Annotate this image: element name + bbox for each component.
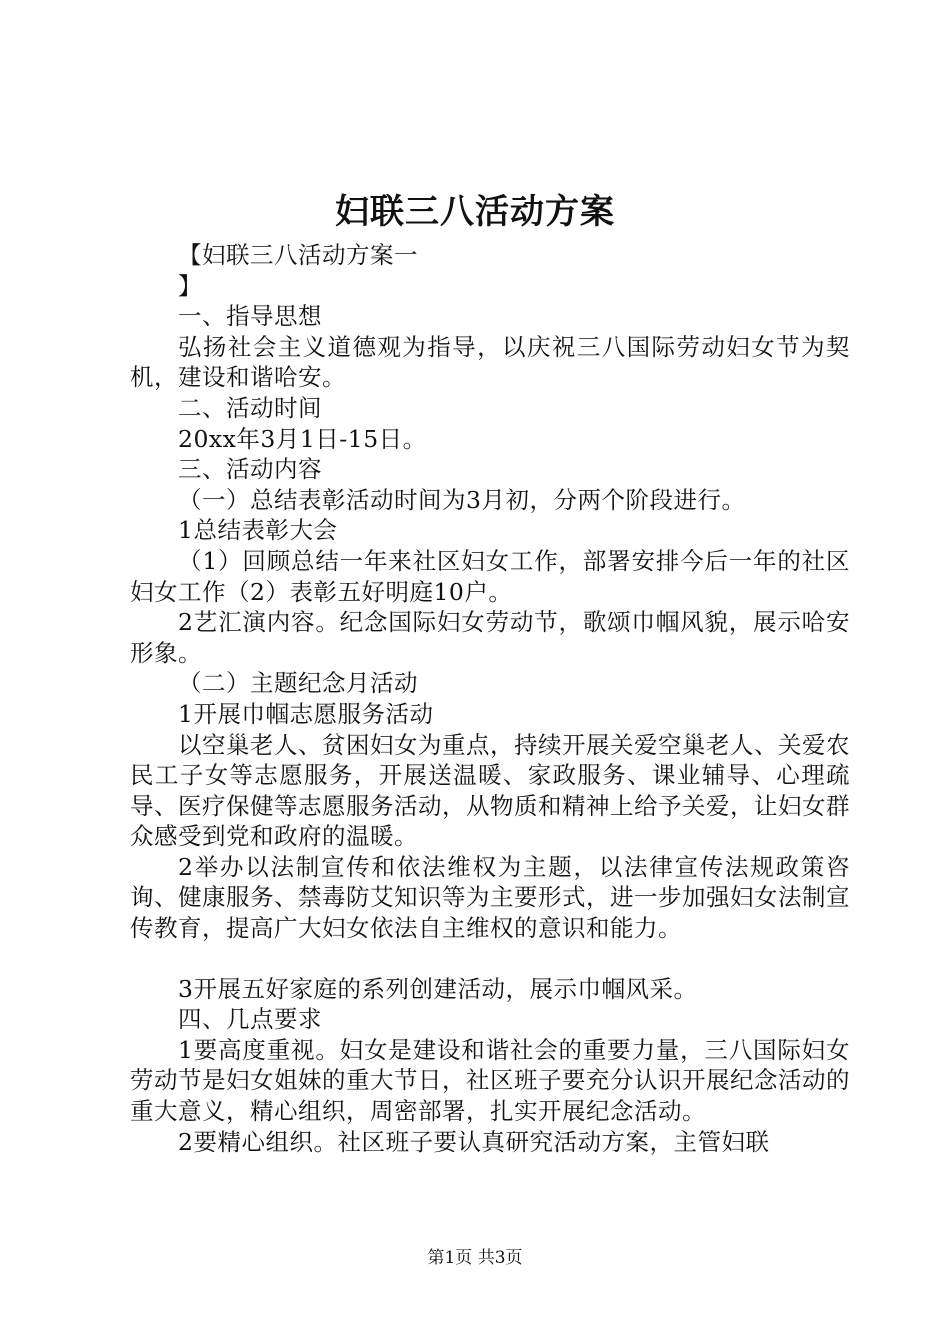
paragraph: 2艺汇演内容。纪念国际妇女劳动节，歌颂巾帼风貌，展示哈安形象。 <box>130 608 850 667</box>
paragraph: 【妇联三八活动方案一 <box>178 241 418 269</box>
paragraph: （二）主题纪念月活动 <box>178 669 418 698</box>
paragraph: 1要高度重视。妇女是建设和谐社会的重要力量，三八国际妇女劳动节是妇女姐妹的重大节日，社区班子要充分认识开展纪念活动的重大意义，精心组织，周密部署，扎实开展纪念活动。 <box>130 1035 850 1126</box>
paragraph: 3开展五好家庭的系列创建活动，展示巾帼风采。 <box>178 974 698 1003</box>
section-heading: 三、活动内容 <box>178 455 322 484</box>
paragraph: 1开展巾帼志愿服务活动 <box>178 699 434 728</box>
page-footer: 第1页 共3页 <box>427 1248 523 1268</box>
paragraph: 1总结表彰大会 <box>178 516 338 545</box>
document-body <box>130 240 850 1157</box>
paragraph: 】 <box>178 271 202 300</box>
paragraph: 20xx年3月1日-15日。 <box>178 424 427 453</box>
section-heading: 一、指导思想 <box>178 302 322 331</box>
paragraph: （1）回顾总结一年来社区妇女工作，部署安排今后一年的社区妇女工作（2）表彰五好明庭10户。 <box>130 546 850 606</box>
section-heading: 四、几点要求 <box>178 1005 322 1034</box>
section-heading: 二、活动时间 <box>178 393 322 422</box>
paragraph: 2要精心组织。社区班子要认真研究活动方案，主管妇联 <box>178 1127 770 1156</box>
paragraph: 弘扬社会主义道德观为指导，以庆祝三八国际劳动妇女节为契机，建设和谐哈安。 <box>130 332 850 392</box>
document-title: 妇联三八活动方案 <box>335 192 615 232</box>
paragraph: 以空巢老人、贫困妇女为重点，持续开展关爱空巢老人、关爱农民工子女等志愿服务，开展送温暖、家政服务、课业辅导、心理疏导、医疗保健等志愿服务活动，从物质和精神上给予关爱，让妇女群众感受到党和政府的温暖。 <box>130 730 850 851</box>
paragraph: 2举办以法制宣传和依法维权为主题，以法律宣传法规政策咨询、健康服务、禁毒防艾知识等为主要形式，进一步加强妇女法制宣传教育，提高广大妇女依法自主维权的意识和能力。 <box>130 852 850 943</box>
paragraph: （一）总结表彰活动时间为3月初，分两个阶段进行。 <box>178 485 746 514</box>
